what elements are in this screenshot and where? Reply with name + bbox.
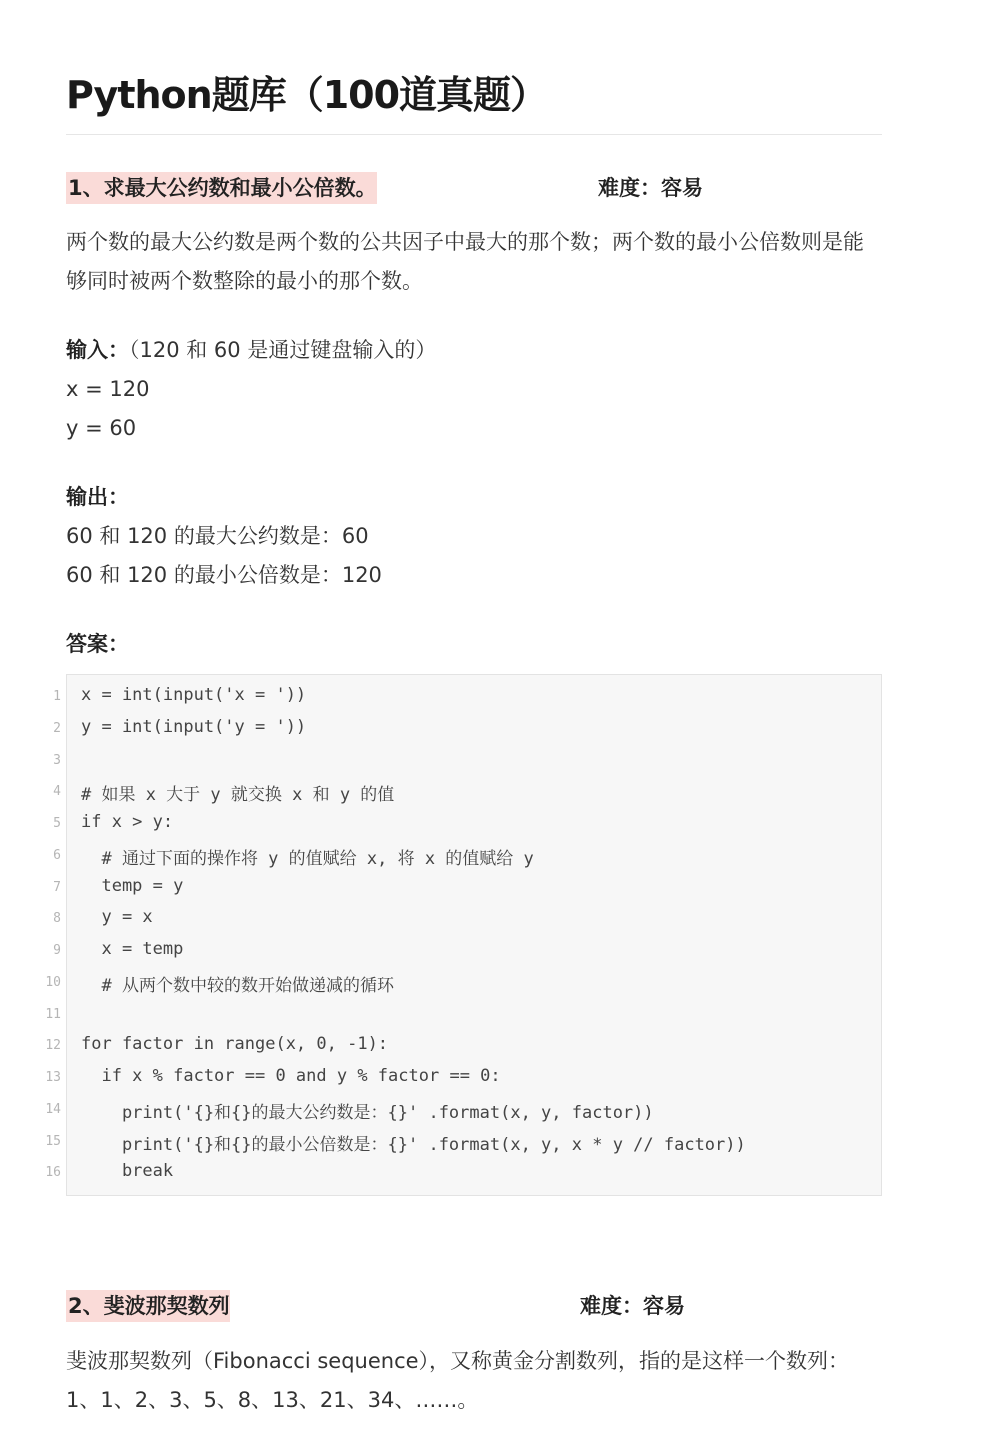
code-line: if x % factor == 0 and y % factor == 0: [81, 1066, 501, 1086]
output-line-gcd: 60 和 120 的最大公约数是：60 [66, 524, 369, 548]
code-line: for factor in range(x, 0, -1): [81, 1034, 389, 1054]
code-line: x = int(input('x = ')) [81, 685, 307, 705]
input-label: 输入： [66, 338, 129, 362]
line-number: 6 [53, 848, 61, 863]
code-line: break [81, 1161, 174, 1181]
code-line: print('{}和{}的最小公倍数是：{}' .format(x, y, x * y // factor)) [81, 1135, 746, 1155]
page-title: Python题库（100道真题） [66, 73, 548, 117]
input-note: （120 和 60 是通过键盘输入的） [129, 338, 437, 362]
question-1-title: 1、求最大公约数和最小公倍数。 [66, 172, 377, 204]
line-number: 14 [45, 1102, 61, 1117]
line-number: 10 [45, 975, 61, 990]
code-line: if x > y: [81, 812, 174, 832]
code-line: # 从两个数中较的数开始做递减的循环 [81, 976, 394, 996]
line-number: 9 [53, 943, 61, 958]
question-1-description: 两个数的最大公约数是两个数的公共因子中最大的那个数；两个数的最小公倍数则是能够同时被两个数整除的最小的那个数。 [66, 230, 864, 293]
code-line: y = int(input('y = ')) [81, 717, 307, 737]
code-line: # 如果 x 大于 y 就交换 x 和 y 的值 [81, 785, 395, 805]
code-line: temp = y [81, 876, 184, 896]
code-line: y = x [81, 907, 153, 927]
line-number: 11 [45, 1007, 61, 1022]
question-1-header [66, 172, 882, 206]
line-number: 12 [45, 1038, 61, 1053]
line-number: 8 [53, 911, 61, 926]
line-number: 5 [53, 816, 61, 831]
code-line: # 通过下面的操作将 y 的值赋给 x, 将 x 的值赋给 y [81, 849, 534, 869]
question-2-description: 斐波那契数列（Fibonacci sequence），又称黄金分割数列，指的是这样一个数列：1、1、2、3、5、8、13、21、34、……。 [66, 1349, 850, 1412]
answer-label: 答案： [66, 632, 129, 656]
line-number: 16 [45, 1165, 61, 1180]
title-divider [66, 134, 882, 135]
code-line: print('{}和{}的最大公约数是：{}' .format(x, y, factor)) [81, 1103, 654, 1123]
line-number: 2 [53, 721, 61, 736]
input-line-y: y = 60 [66, 416, 137, 440]
line-number: 1 [53, 689, 61, 704]
question-2-header [66, 1290, 882, 1324]
line-number: 4 [53, 784, 61, 799]
input-line-x: x = 120 [66, 377, 150, 401]
line-number: 7 [53, 880, 61, 895]
code-block [45, 674, 882, 1196]
line-number: 15 [45, 1134, 61, 1149]
answer-heading [66, 625, 129, 664]
question-2-title: 2、斐波那契数列 [66, 1290, 230, 1322]
code-line: x = temp [81, 939, 184, 959]
output-heading [66, 478, 129, 517]
line-number: 3 [53, 753, 61, 768]
question-1-difficulty: 难度：容易 [598, 176, 703, 200]
output-label: 输出： [66, 485, 129, 509]
input-heading [66, 331, 436, 370]
question-2-difficulty: 难度：容易 [580, 1294, 685, 1318]
line-number: 13 [45, 1070, 61, 1085]
output-line-lcm: 60 和 120 的最小公倍数是：120 [66, 563, 382, 587]
